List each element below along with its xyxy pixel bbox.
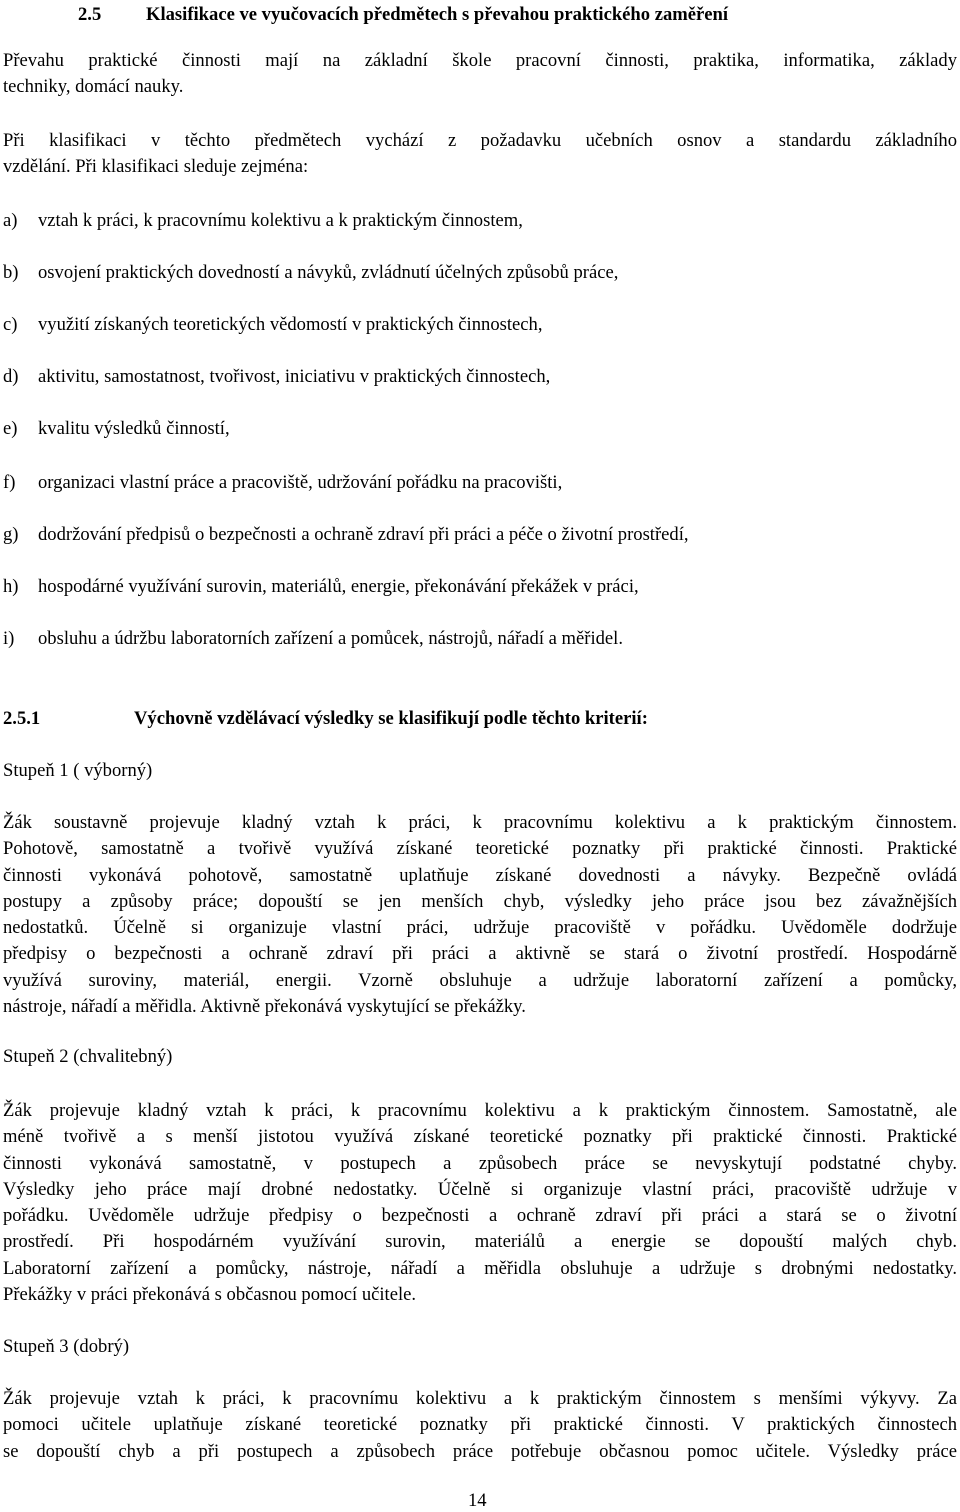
section-number: 2.5 (78, 4, 102, 25)
criteria-text: osvojení praktických dovedností a návyků, zvládnutí účelných způsobů práce, (38, 262, 619, 283)
grade-paragraph-3 (3, 1386, 957, 1465)
section-title: Klasifikace ve vyučovacích předmětech s převahou praktického zaměření (146, 4, 729, 25)
criteria-label: f) (3, 472, 16, 493)
grade-line: využívá suroviny, materiál, energii. Vzorně obsluhuje a udržuje laboratorní zařízení a pomůcky, (3, 969, 957, 991)
grade-line: méně tvořivě a s menší jistotou využívá získané teoretické poznatky při praktické činnosti. Praktické (3, 1126, 957, 1148)
grade-heading-3: Stupeň 3 (dobrý) (3, 1336, 130, 1357)
grade-paragraph-1 (3, 810, 957, 1020)
criteria-label: i) (3, 628, 15, 649)
criteria-item-a (3, 210, 523, 232)
criteria-text: využití získaných teoretických vědomostí v praktických činnostech, (38, 314, 543, 335)
criteria-label: e) (3, 418, 18, 439)
criteria-label: g) (3, 524, 19, 545)
grade-line: Žák soustavně projevuje kladný vztah k práci, k pracovnímu kolektivu a k praktickým činnostem. (3, 812, 957, 833)
grade-heading-1: Stupeň 1 ( výborný) (3, 760, 153, 781)
section-heading (78, 4, 101, 26)
criteria-item-g (3, 524, 689, 546)
criteria-text: aktivitu, samostatnost, tvořivost, iniciativu v praktických činnostech, (38, 366, 551, 387)
criteria-item-f (3, 472, 562, 494)
criteria-text: hospodárné využívání surovin, materiálů, energie, překonávání překážek v práci, (38, 576, 639, 597)
criteria-item-c (3, 314, 542, 336)
criteria-label: d) (3, 366, 19, 387)
intro-line: Převahu praktické činnosti mají na základní škole pracovní činnosti, praktika, informatika, základy (3, 50, 957, 71)
grade-line: Laboratorní zařízení a pomůcky, nástroje, nářadí a měřidla obsluhuje a udržuje s drobnými nedostatky. (3, 1257, 957, 1279)
criteria-label: b) (3, 262, 19, 283)
criteria-text: obsluhu a údržbu laboratorních zařízení a pomůcek, nástrojů, nářadí a měřidel. (38, 628, 623, 649)
subsection-number: 2.5.1 (3, 708, 41, 729)
grade-line: Překážky v práci překonává s občasnou pomocí učitele. (3, 1284, 417, 1306)
intro-paragraph-2 (3, 128, 957, 181)
grade-line: předpisy o bezpečnosti a ochraně zdraví při práci a aktivně se stará o životní prostředí. Hospodárně (3, 943, 957, 965)
grade-line: se dopouští chyb a při postupech a způsobech práce potřebuje občasnou pomoc učitele. Výsledky práce (3, 1440, 957, 1462)
intro-line: vzdělání. Při klasifikaci sleduje zejména: (3, 156, 309, 178)
intro-paragraph-1 (3, 48, 957, 101)
grade-line: nástroje, nářadí a měřidla. Aktivně překonává vyskytující se překážky. (3, 996, 526, 1018)
grade-paragraph-2 (3, 1098, 957, 1308)
grade-line: pořádku. Uvědoměle udržuje předpisy o bezpečnosti a ochraně zdraví při práci a stará se o životní (3, 1205, 957, 1227)
criteria-text: dodržování předpisů o bezpečnosti a ochraně zdraví při práci a péče o životní prostředí, (38, 524, 689, 545)
criteria-text: kvalitu výsledků činností, (38, 418, 230, 439)
page-number: 14 (468, 1490, 487, 1511)
criteria-item-e (3, 418, 230, 440)
criteria-item-d (3, 366, 550, 388)
grade-line: Žák projevuje vztah k práci, k pracovnímu kolektivu a k praktickým činnostem s menšími výkyvy. Za (3, 1388, 957, 1409)
intro-line: techniky, domácí nauky. (3, 76, 184, 98)
criteria-label: h) (3, 576, 19, 597)
criteria-text: vztah k práci, k pracovnímu kolektivu a k praktickým činnostem, (38, 210, 523, 231)
grade-line: činnosti vykonává pohotově, samostatně uplatňuje získané dovednosti a návyky. Bezpečně ovládá (3, 864, 957, 886)
grade-line: Žák projevuje kladný vztah k práci, k pracovnímu kolektivu a k praktickým činnostem. Samostatně, ale (3, 1100, 957, 1121)
grade-line: Pohotově, samostatně a tvořivě využívá získané teoretické poznatky při praktické činnosti. Praktické (3, 838, 957, 860)
grade-heading-2: Stupeň 2 (chvalitebný) (3, 1046, 173, 1067)
grade-line: Výsledky jeho práce mají drobné nedostatky. Účelně si organizuje vlastní práci, pracoviště udržuje v (3, 1178, 957, 1200)
grade-line: nedostatků. Účelně si organizuje vlastní práci, udržuje pracoviště v pořádku. Uvědoměle dodržuje (3, 917, 957, 939)
grade-line: pomoci učitele uplatňuje získané teoretické poznatky při praktické činnosti. V praktických činnostech (3, 1414, 957, 1436)
criteria-label: a) (3, 210, 18, 231)
intro-line: Při klasifikaci v těchto předmětech vychází z požadavku učebních osnov a standardu základního (3, 130, 957, 151)
criteria-item-b (3, 262, 618, 284)
grade-line: postupy a způsoby práce; dopouští se jen menších chyb, výsledky jeho práce jsou bez závažnějších (3, 890, 957, 912)
criteria-text: organizaci vlastní práce a pracoviště, udržování pořádku na pracovišti, (38, 472, 563, 493)
subsection-title: Výchovně vzdělávací výsledky se klasifikují podle těchto kriterií: (134, 708, 648, 729)
criteria-item-i (3, 628, 623, 650)
grade-line: prostředí. Při hospodárném využívání surovin, materiálů a energie se dopouští malých chyb. (3, 1231, 957, 1253)
criteria-label: c) (3, 314, 18, 335)
criteria-item-h (3, 576, 639, 598)
grade-line: činnosti vykonává samostatně, v postupech a způsobech práce se nevyskytují podstatné chyby. (3, 1152, 957, 1174)
